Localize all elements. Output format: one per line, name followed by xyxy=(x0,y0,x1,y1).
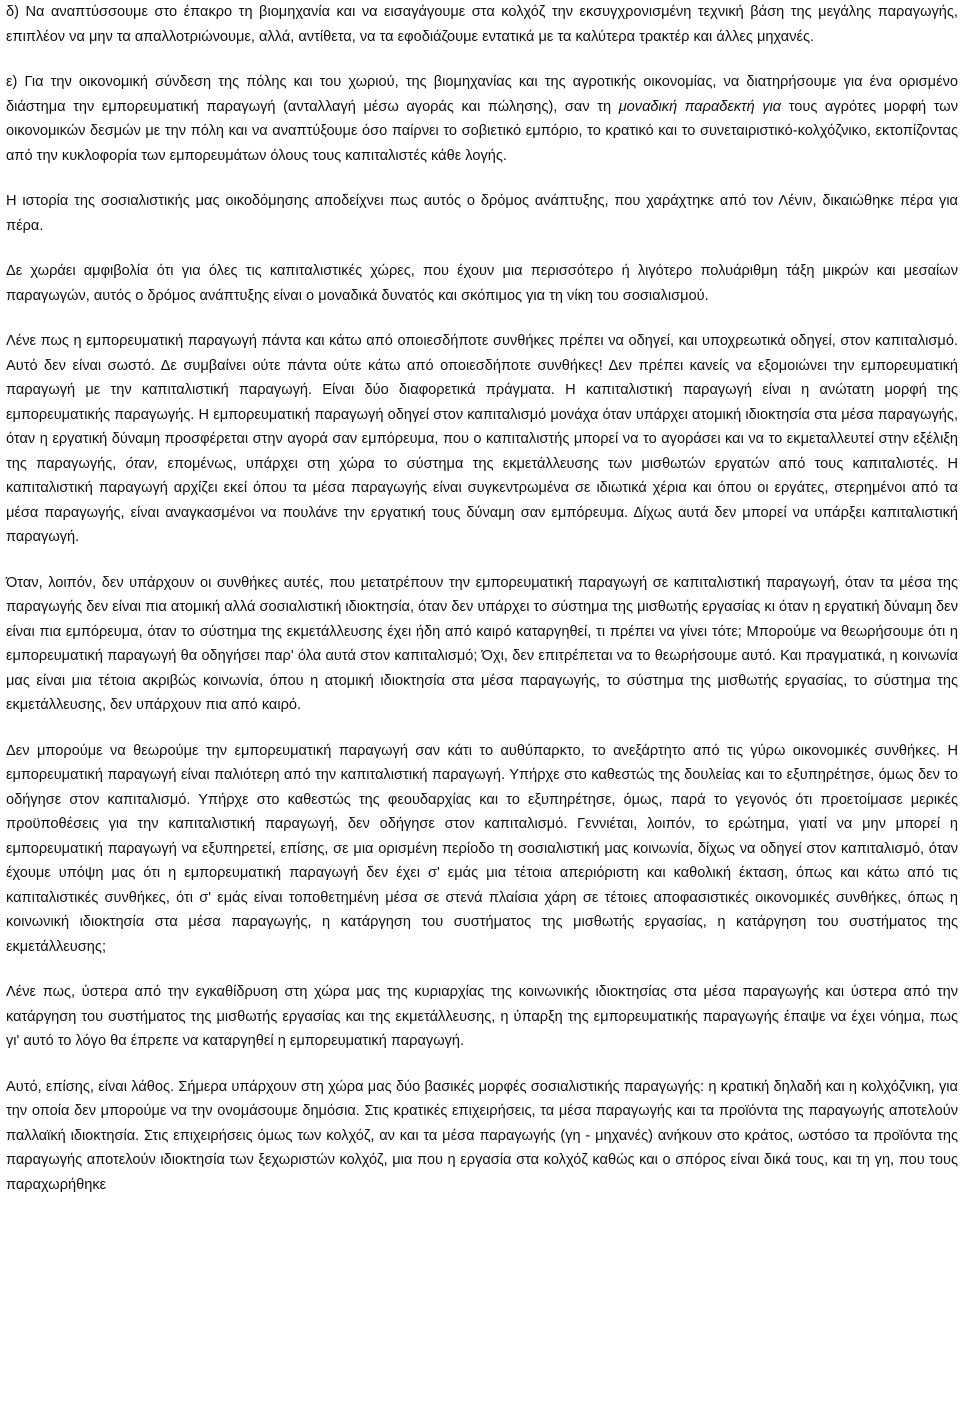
paragraph-no-doubt: Δε χωράει αμφιβολία ότι για όλες τις καπιταλιστικές χώρες, που έχουν μια περισσότερο ή λιγότερο πολυάριθμη τάξη μικρών και μεσαίων παραγωγών, αυτός ο δρόμος ανάπτυξης είναι ο μοναδικά δυνατός και σκόπιμος για τη νίκη του σοσιαλισμού. xyxy=(6,263,958,304)
paragraph-e-text-end: τους αγρότες μορφή των οικονομικών δεσμών με την πόλη και να αναπτύξουμε όσο παίρνει το σοβιετικό εμπόριο, το κρατικό και το συνεταιριστικό-κολχόζνικο, εκτοπίζοντας από την κυκλοφορία των εμπορευμάτων όλους τους καπιταλιστές κάθε λογής. xyxy=(6,98,958,164)
paragraph-commodity-text-start: Λένε πως η εμπορευματική παραγωγή πάντα και κάτω από οποιεσδήποτε συνθήκες πρέπει να οδηγεί, και υποχρεωτικά οδηγεί, στον καπιταλισμό. Αυτό δεν είναι σωστό. Δε συμβαίνει ούτε πάντα ούτε κάτω από οποιεσδήποτε συνθήκες! Δεν πρέπει κανείς να εξομοιώνει την εμπορευματική παραγωγή με την καπιταλιστική παραγωγή. Είναι δύο διαφορετικά πράγματα. Η καπιταλιστική παραγωγή είναι η ανώτατη μορφή της εμπορευματικής παραγωγής. Η εμπορευματική παραγωγή οδηγεί στον καπιταλισμό μονάχα όταν υπάρχει ατομική ιδιοκτησία στα μέσα παραγωγής, όταν η εργατική δύναμη προσφέρεται στην αγορά σαν εμπόρευμα, που ο καπιταλιστής μπορεί να το αγοράσει και να το εκμεταλλευτεί στην εξέλιξη της παραγωγής, xyxy=(6,333,958,472)
paragraph-e xyxy=(6,70,958,168)
paragraph-conditions: Όταν, λοιπόν, δεν υπάρχουν οι συνθήκες αυτές, που μετατρέπουν την εμπορευματική παραγωγή σε καπιταλιστική παραγωγή, όταν τα μέσα της παραγωγής δεν είναι πια ατομική αλλά σοσιαλιστική ιδιοκτησία, όταν δεν υπάρχει το σύστημα της μισθωτής εργασίας κι όταν η εργατική δύναμη δεν είναι πια εμπόρευμα, όταν το σύστημα της εκμετάλλευσης έχει ήδη από καιρό καταργηθεί, τι πρέπει να γίνει τότε; Μπορούμε να θεωρήσουμε ότι η εμπορευματική παραγωγή θα οδηγήσει παρ' όλα αυτά στον καπιταλισμό; Όχι, δεν επιτρέπεται να το θεωρήσουμε αυτό. Και πραγματικά, η κοινωνία μας είναι μια τέτοια ακριβώς κοινωνία, όπου η ατομική ιδιοκτησία στα μέσα παραγωγής, το σύστημα της μισθωτής εργασίας, το σύστημα της εκμετάλλευσης, δεν υπάρχουν πια από καιρό. xyxy=(6,574,958,713)
paragraph-also-wrong: Αυτό, επίσης, είναι λάθος. Σήμερα υπάρχουν στη χώρα μας δύο βασικές μορφές σοσιαλιστικής παραγωγής: η κρατική δηλαδή και η κολχόζνικη, για την οποία δεν μπορούμε να την ονομάσουμε δημόσια. Στις κρατικές επιχειρήσεις, τα μέσα παραγωγής και τα προϊόντα της παραγωγής αποτελούν παλλαϊκή ιδιοκτησία. Στις επιχειρήσεις όμως των κολχόζ, αν και τα μέσα παραγωγής (γη - μηχανές) ανήκουν στο κράτος, ωστόσο τα προϊόντα της παραγωγής αποτελούν ιδιοκτησία των ξεχωριστών κολχόζ, μια που η εργασία στα κολχόζ καθώς και ο σπόρος είναι δικά τους, και τη γη, που τους παραχωρήθηκε xyxy=(6,1078,958,1193)
paragraph-they-say: Λένε πως, ύστερα από την εγκαθίδρυση στη χώρα μας της κυριαρχίας της κοινωνικής ιδιοκτησίας στα μέσα παραγωγής και ύστερα από την κατάργηση του συστήματος της μισθωτής εργασίας και της εκμετάλλευσης, η ύπαρξη της εμπορευματικής παραγωγής έπαψε να έχει νόημα, πως γι' αυτό το λόγο θα έπρεπε να καταργηθεί η εμπορευματική παραγωγή. xyxy=(6,984,958,1049)
paragraph-commodity-emphasis: όταν, xyxy=(125,455,159,472)
paragraph-commodity-text-end: επομένως, υπάρχει στη χώρα το σύστημα της εκμετάλλευσης των μισθωτών εργατών από τους καπιταλιστές. Η καπιταλιστική παραγωγή αρχίζει εκεί όπου τα μέσα παραγωγής είναι συγκεντρωμένα σε ιδιωτικά χέρια και όπου οι εργάτες, στερημένοι από τα μέσα παραγωγής, είναι αναγκασμένοι να πουλάνε την εργατική τους δύναμη σαν εμπόρευμα. Δίχως αυτά δεν μπορεί να υπάρξει καπιταλιστική παραγωγή. xyxy=(6,455,958,545)
paragraph-history-of-commodity: Δεν μπορούμε να θεωρούμε την εμπορευματική παραγωγή σαν κάτι το αυθύπαρκτο, το ανεξάρτητο από τις γύρω οικονομικές συνθήκες. Η εμπορευματική παραγωγή είναι παλιότερη από την καπιταλιστική παραγωγή. Υπήρχε στο καθεστώς της δουλείας και το εξυπηρέτησε, όμως δεν το οδήγησε στον καπιταλισμό. Υπήρχε στο καθεστώς της φεουδαρχίας και το εξυπηρέτησε, όμως, παρά το γεγονός ότι προετοίμασε μερικές προϋποθέσεις για την καπιταλιστική παραγωγή, δεν οδήγησε στον καπιταλισμό. Γεννιέται, λοιπόν, το ερώτημα, γιατί να μην μπορεί η εμπορευματική παραγωγή να εξυπηρετεί, επίσης, σε μια ορισμένη περίοδο τη σοσιαλιστική μας κοινωνία, δίχως να οδηγεί στον καπιταλισμό, όταν έχουμε υπόψη μας ότι η εμπορευματική παραγωγή δεν έχει σ' εμάς μια τέτοια απεριόριστη και καθολική έκταση, όπως και κάτω από τις καπιταλιστικές συνθήκες, ότι σ' εμάς είναι τοποθετημένη μέσα σε στενά πλαίσια χάρη σε τέτοιες αποφασιστικές οικονομικές συνθήκες, όπως η κοινωνική ιδιοκτησία στα μέσα παραγωγής, η κατάργηση του συστήματος της μισθωτής εργασίας, η κατάργηση του συστήματος της εκμετάλλευσης; xyxy=(6,742,958,955)
paragraph-d: δ) Να αναπτύσσουμε στο έπακρο τη βιομηχανία και να εισαγάγουμε στα κολχόζ την εκσυγχρονισμένη τεχνική βάση της μεγάλης παραγωγής, επιπλέον να μην τα απαλλοτριώνουμε, αλλά, αντίθετα, να τα εφοδιάζουμε εντατικά με τα καλύτερα τρακτέρ και άλλες μηχανές. xyxy=(6,4,958,45)
paragraph-commodity-production xyxy=(6,329,958,550)
paragraph-history: Η ιστορία της σοσιαλιστικής μας οικοδόμησης αποδείχνει πως αυτός ο δρόμος ανάπτυξης, που χαράχτηκε από τον Λένιν, δικαιώθηκε πέρα για πέρα. xyxy=(6,193,958,234)
paragraph-e-text-start: ε) Για την οικονομική σύνδεση της πόλης και του χωριού, της βιομηχανίας και της αγροτικής οικονομίας, να διατηρήσουμε για ένα ορισμένο διάστημα την εμπορευματική παραγωγή (ανταλλαγή μέσω αγοράς και πώλησης), σαν τη xyxy=(6,74,958,115)
paragraph-e-emphasis: μοναδική παραδεκτή για xyxy=(618,98,782,115)
